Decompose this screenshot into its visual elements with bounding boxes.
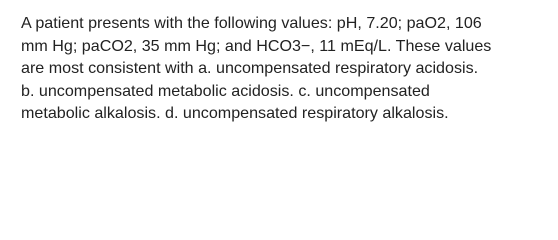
question-line: mm Hg; paCO2, 35 mm Hg; and HCO3−, 11 mEq/L. These values (21, 36, 492, 55)
question-line: A patient presents with the following values: pH, 7.20; paO2, 106 (21, 14, 482, 32)
question-line: metabolic alkalosis. d. uncompensated respiratory alkalosis. (21, 104, 449, 122)
question-line: are most consistent with a. uncompensated respiratory acidosis. (21, 59, 479, 77)
question-text (21, 12, 551, 125)
question-line: b. uncompensated metabolic acidosis. c. uncompensated (21, 81, 430, 100)
